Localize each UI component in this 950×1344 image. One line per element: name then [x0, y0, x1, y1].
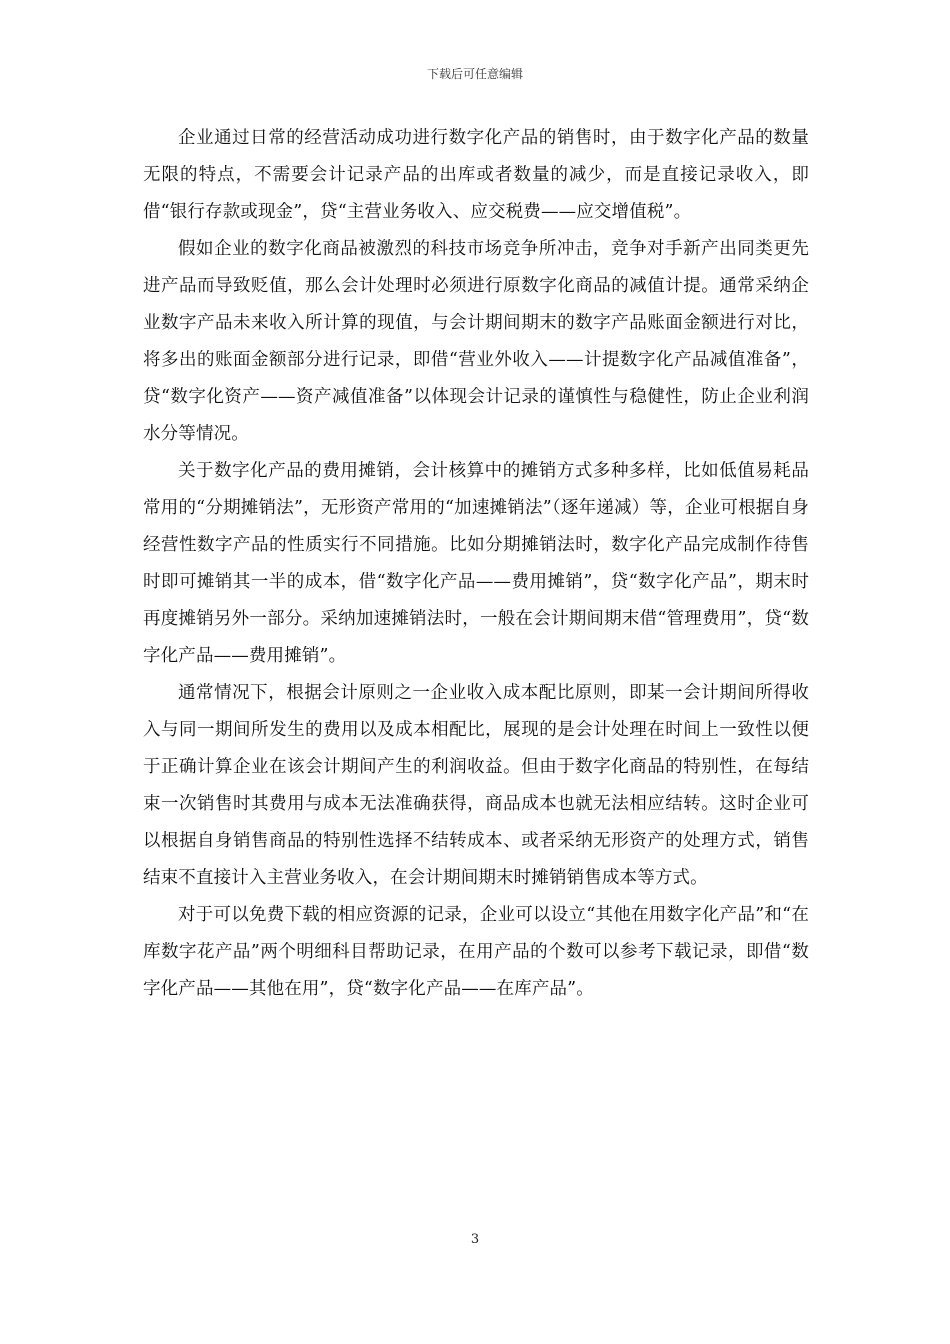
document-body	[143, 120, 809, 1008]
page-header: 下载后可任意编辑	[426, 67, 523, 81]
page-number: 3	[470, 1232, 480, 1247]
paragraph-amortization: 关于数字化产品的费用摊销，会计核算中的摊销方式多种多样，比如低值易耗品常用的“分期摊销法”，无形资产常用的“加速摊销法”（逐年递减）等，企业可根据自身经营性数字产品的性质实行不同措施。比如分期摊销法时，数字化产品完成制作待售时即可摊销其一半的成本，借“数字化产品——费用摊销”，贷“数字化产品”，期末时再度摊销另外一部分。采纳加速摊销法时，一般在会计期间期末借“管理费用”，贷“数字化产品——费用摊销”。	[143, 461, 809, 666]
paragraph-cost-matching: 通常情况下，根据会计原则之一企业收入成本配比原则，即某一会计期间所得收入与同一期间所发生的费用以及成本相配比，展现的是会计处理在时间上一致性以便于正确计算企业在该会计期间产生的利润收益。但由于数字化商品的特别性，在每结束一次销售时其费用与成本无法准确获得，商品成本也就无法相应结转。这时企业可以根据自身销售商品的特别性选择不结转成本、或者采纳无形资产的处理方式，销售结束不直接计入主营业务收入，在会计期间期末时摊销销售成本等方式。	[143, 683, 809, 888]
paragraph-free-download: 对于可以免费下载的相应资源的记录，企业可以设立“其他在用数字化产品”和“在库数字花产品”两个明细科目帮助记录，在用产品的个数可以参考下载记录，即借“数字化产品——其他在用”，贷“数字化产品——在库产品”。	[143, 905, 809, 999]
paragraph-revenue-recording: 企业通过日常的经营活动成功进行数字化产品的销售时，由于数字化产品的数量无限的特点，不需要会计记录产品的出库或者数量的减少，而是直接记录收入，即借“银行存款或现金”，贷“主营业务收入、应交税费——应交增值税”。	[143, 128, 809, 222]
paragraph-impairment: 假如企业的数字化商品被激烈的科技市场竞争所冲击，竞争对手新产出同类更先进产品而导致贬值，那么会计处理时必须进行原数字化商品的减值计提。通常采纳企业数字产品未来收入所计算的现值，与会计期间期末的数字产品账面金额进行对比，将多出的账面金额部分进行记录，即借“营业外收入——计提数字化产品减值准备”，贷“数字化资产——资产减值准备”以体现会计记录的谨慎性与稳健性，防止企业利润水分等情况。	[143, 239, 809, 444]
